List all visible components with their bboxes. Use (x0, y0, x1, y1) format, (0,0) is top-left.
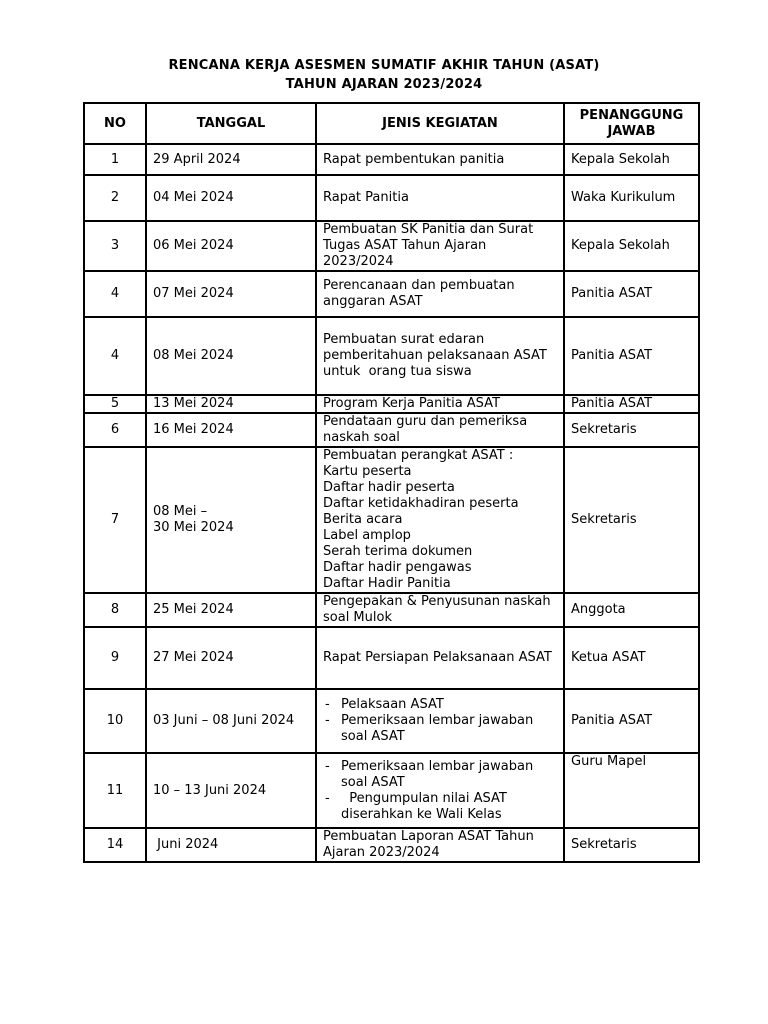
table-row (84, 221, 699, 271)
jenis-line: 2023/2024 (323, 254, 394, 269)
jenis-line: pemberitahuan pelaksanaan ASAT (323, 348, 547, 363)
bullet-line: diserahkan ke Wali Kelas (341, 806, 502, 822)
cell-tanggal: Juni 2024 (146, 828, 316, 862)
bullet-line: Pelaksaan ASAT (341, 697, 444, 712)
cell-tanggal: 16 Mei 2024 (146, 413, 316, 447)
bullet-item (323, 713, 557, 745)
schedule-table (83, 102, 700, 863)
cell-penanggung-jawab: Kepala Sekolah (564, 221, 699, 271)
cell-jenis-kegiatan (316, 593, 564, 627)
jenis-line: Daftar Hadir Panitia (323, 576, 451, 591)
jenis-line: Daftar hadir pengawas (323, 560, 472, 575)
cell-no: 1 (84, 144, 146, 175)
table-row (84, 593, 699, 627)
table-row (84, 689, 699, 753)
cell-tanggal: 08 Mei 2024 (146, 317, 316, 395)
table-row (84, 447, 699, 593)
table-row (84, 828, 699, 862)
header-jenis-kegiatan: JENIS KEGIATAN (316, 103, 564, 144)
bullet-item (323, 791, 557, 823)
cell-jenis-kegiatan (316, 828, 564, 862)
jenis-line: anggaran ASAT (323, 294, 423, 309)
cell-penanggung-jawab: Panitia ASAT (564, 317, 699, 395)
cell-penanggung-jawab: Panitia ASAT (564, 395, 699, 413)
document-subtitle: TAHUN AJARAN 2023/2024 (285, 77, 483, 92)
table-row (84, 753, 699, 828)
table-row (84, 413, 699, 447)
jenis-line: Daftar ketidakhadiran peserta (323, 496, 519, 511)
table-row (84, 144, 699, 175)
cell-jenis-kegiatan: Rapat Persiapan Pelaksanaan ASAT (316, 627, 564, 689)
bullet-item (323, 759, 557, 791)
jenis-line: Pengepakan & Penyusunan naskah (323, 594, 551, 609)
cell-tanggal: 07 Mei 2024 (146, 271, 316, 317)
bullet-dash: - (325, 790, 330, 806)
table-row (84, 271, 699, 317)
jenis-line: soal Mulok (323, 610, 392, 625)
jenis-line: Pembuatan SK Panitia dan Surat (323, 222, 534, 237)
bullet-line: Pemeriksaan lembar jawaban (341, 713, 534, 728)
header-pj-line2: JAWAB (607, 123, 656, 139)
cell-tanggal: 13 Mei 2024 (146, 395, 316, 413)
cell-penanggung-jawab: Panitia ASAT (564, 689, 699, 753)
cell-penanggung-jawab: Sekretaris (564, 447, 699, 593)
table-row (84, 317, 699, 395)
bullet-line: soal ASAT (341, 774, 405, 790)
cell-penanggung-jawab: Guru Mapel (564, 753, 699, 828)
bullet-line: Pemeriksaan lembar jawaban (341, 758, 534, 774)
cell-jenis-kegiatan: Program Kerja Panitia ASAT (316, 395, 564, 413)
cell-penanggung-jawab: Anggota (564, 593, 699, 627)
bullet-line: Pengumpulan nilai ASAT (341, 790, 507, 806)
jenis-line: Pembuatan Laporan ASAT Tahun (323, 829, 534, 844)
cell-penanggung-jawab: Sekretaris (564, 413, 699, 447)
bullet-line: soal ASAT (341, 729, 405, 744)
bullet-dash: - (325, 758, 330, 774)
cell-no: 4 (84, 271, 146, 317)
cell-jenis-kegiatan (316, 317, 564, 395)
cell-tanggal (146, 447, 316, 593)
cell-no: 4 (84, 317, 146, 395)
document-title: RENCANA KERJA ASESMEN SUMATIF AKHIR TAHUN (ASAT) (168, 58, 600, 73)
jenis-line: Perencanaan dan pembuatan (323, 278, 515, 293)
jenis-line: Pembuatan perangkat ASAT : (323, 448, 514, 463)
bullet-text (341, 713, 557, 745)
jenis-line: Daftar hadir peserta (323, 480, 455, 495)
cell-penanggung-jawab: Ketua ASAT (564, 627, 699, 689)
table-row (84, 395, 699, 413)
jenis-line: Berita acara (323, 512, 403, 527)
cell-jenis-kegiatan (316, 221, 564, 271)
cell-no: 2 (84, 175, 146, 221)
bullet-item (323, 697, 557, 713)
jenis-line: Label amplop (323, 528, 411, 543)
table-row (84, 627, 699, 689)
tanggal-line: 08 Mei – (153, 504, 208, 519)
header-pj-line1: PENANGGUNG (579, 107, 684, 123)
cell-jenis-kegiatan (316, 689, 564, 753)
cell-no: 6 (84, 413, 146, 447)
bullet-dash: - (325, 697, 330, 712)
table-row (84, 175, 699, 221)
jenis-line: Ajaran 2023/2024 (323, 845, 440, 860)
jenis-line: Tugas ASAT Tahun Ajaran (323, 238, 487, 253)
bullet-dash: - (325, 713, 330, 728)
header-no: NO (84, 103, 146, 144)
cell-tanggal: 27 Mei 2024 (146, 627, 316, 689)
cell-jenis-kegiatan (316, 271, 564, 317)
header-penanggung-jawab (564, 103, 699, 144)
jenis-line: Pendataan guru dan pemeriksa (323, 414, 528, 429)
cell-no: 9 (84, 627, 146, 689)
jenis-line: untuk orang tua siswa (323, 364, 472, 379)
cell-penanggung-jawab: Panitia ASAT (564, 271, 699, 317)
cell-jenis-kegiatan: Rapat Panitia (316, 175, 564, 221)
jenis-line: Kartu peserta (323, 464, 412, 479)
cell-penanggung-jawab: Sekretaris (564, 828, 699, 862)
cell-no: 8 (84, 593, 146, 627)
bullet-text (341, 759, 557, 791)
jenis-line: Pembuatan surat edaran (323, 332, 485, 347)
cell-jenis-kegiatan (316, 753, 564, 828)
bullet-text (341, 791, 557, 823)
header-tanggal: TANGGAL (146, 103, 316, 144)
cell-tanggal: 04 Mei 2024 (146, 175, 316, 221)
cell-no: 5 (84, 395, 146, 413)
cell-no: 3 (84, 221, 146, 271)
cell-tanggal: 25 Mei 2024 (146, 593, 316, 627)
cell-no: 10 (84, 689, 146, 753)
cell-no: 11 (84, 753, 146, 828)
cell-penanggung-jawab: Kepala Sekolah (564, 144, 699, 175)
cell-tanggal: 29 April 2024 (146, 144, 316, 175)
cell-jenis-kegiatan (316, 447, 564, 593)
cell-tanggal: 10 – 13 Juni 2024 (146, 753, 316, 828)
cell-jenis-kegiatan: Rapat pembentukan panitia (316, 144, 564, 175)
bullet-text (341, 697, 557, 713)
cell-penanggung-jawab: Waka Kurikulum (564, 175, 699, 221)
cell-tanggal: 03 Juni – 08 Juni 2024 (146, 689, 316, 753)
cell-jenis-kegiatan (316, 413, 564, 447)
jenis-line: Serah terima dokumen (323, 544, 473, 559)
cell-no: 7 (84, 447, 146, 593)
cell-no: 14 (84, 828, 146, 862)
tanggal-line: 30 Mei 2024 (153, 520, 234, 535)
cell-tanggal: 06 Mei 2024 (146, 221, 316, 271)
jenis-line: naskah soal (323, 430, 400, 445)
table-header-row (84, 103, 699, 144)
